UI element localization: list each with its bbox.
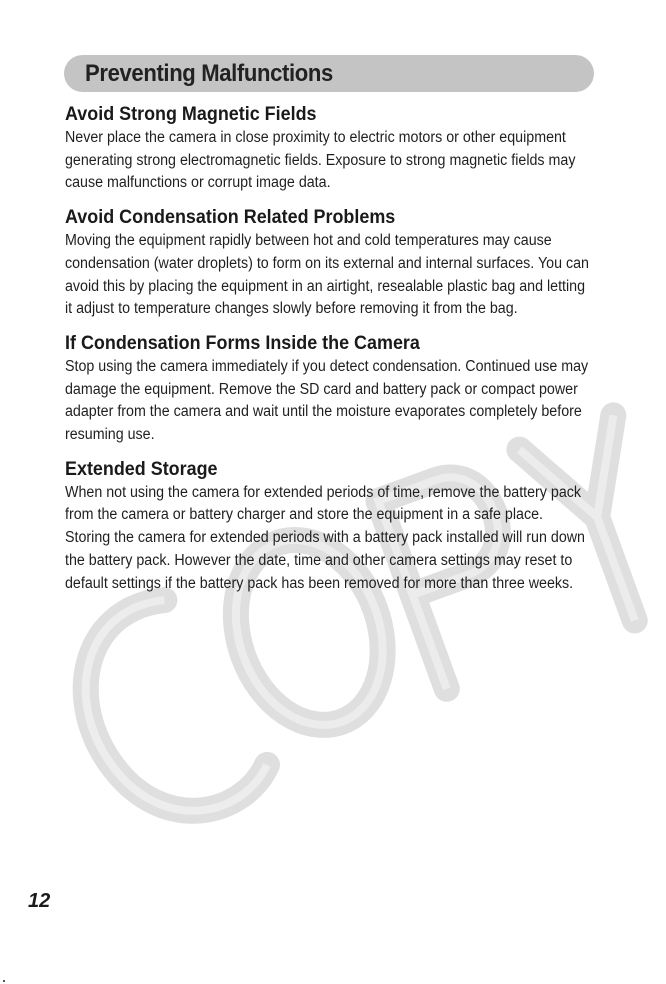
content-area xyxy=(65,101,595,604)
section-condensation-inside xyxy=(65,330,595,447)
section-heading: Avoid Condensation Related Problems xyxy=(65,206,396,229)
page-title: Preventing Malfunctions xyxy=(85,59,333,87)
page-number: 12 xyxy=(28,890,51,912)
section-extended-storage xyxy=(65,456,595,596)
section-body: Moving the equipment rapidly between hot and cold temperatures may cause condensation (water droplets) to form on its external and internal surfaces. You can avoid this by placing the equipment in an airtight, resealable plastic bag and letting it adjust to temperature changes slowly before removing it from the bag. xyxy=(65,232,589,318)
section-heading: If Condensation Forms Inside the Camera xyxy=(65,331,420,354)
section-magnetic-fields xyxy=(65,101,595,195)
section-heading: Avoid Strong Magnetic Fields xyxy=(65,103,317,125)
section-body: Never place the camera in close proximity to electric motors or other equipment generating strong electromagnetic fields. Exposure to strong magnetic fields may cause malfunctions or corrupt image data. xyxy=(65,129,576,192)
section-heading: Extended Storage xyxy=(65,457,218,480)
section-condensation xyxy=(65,204,595,321)
section-body: Stop using the camera immediately if you detect condensation. Continued use may damage the equipment. Remove the SD card and battery pack or compact power adapter from the camera and wait until the moisture evaporates completely before resuming use. xyxy=(65,357,589,444)
section-body: When not using the camera for extended periods of time, remove the battery pack from the camera or battery charger and store the equipment in a safe place. Storing the camera for extended periods with a battery pack installed will run down the battery pack. However the date, time and other camera settings may reset to default settings if the battery pack has been removed for more than three weeks. xyxy=(65,483,585,592)
corner-mark xyxy=(3,980,5,982)
title-banner xyxy=(64,55,594,92)
